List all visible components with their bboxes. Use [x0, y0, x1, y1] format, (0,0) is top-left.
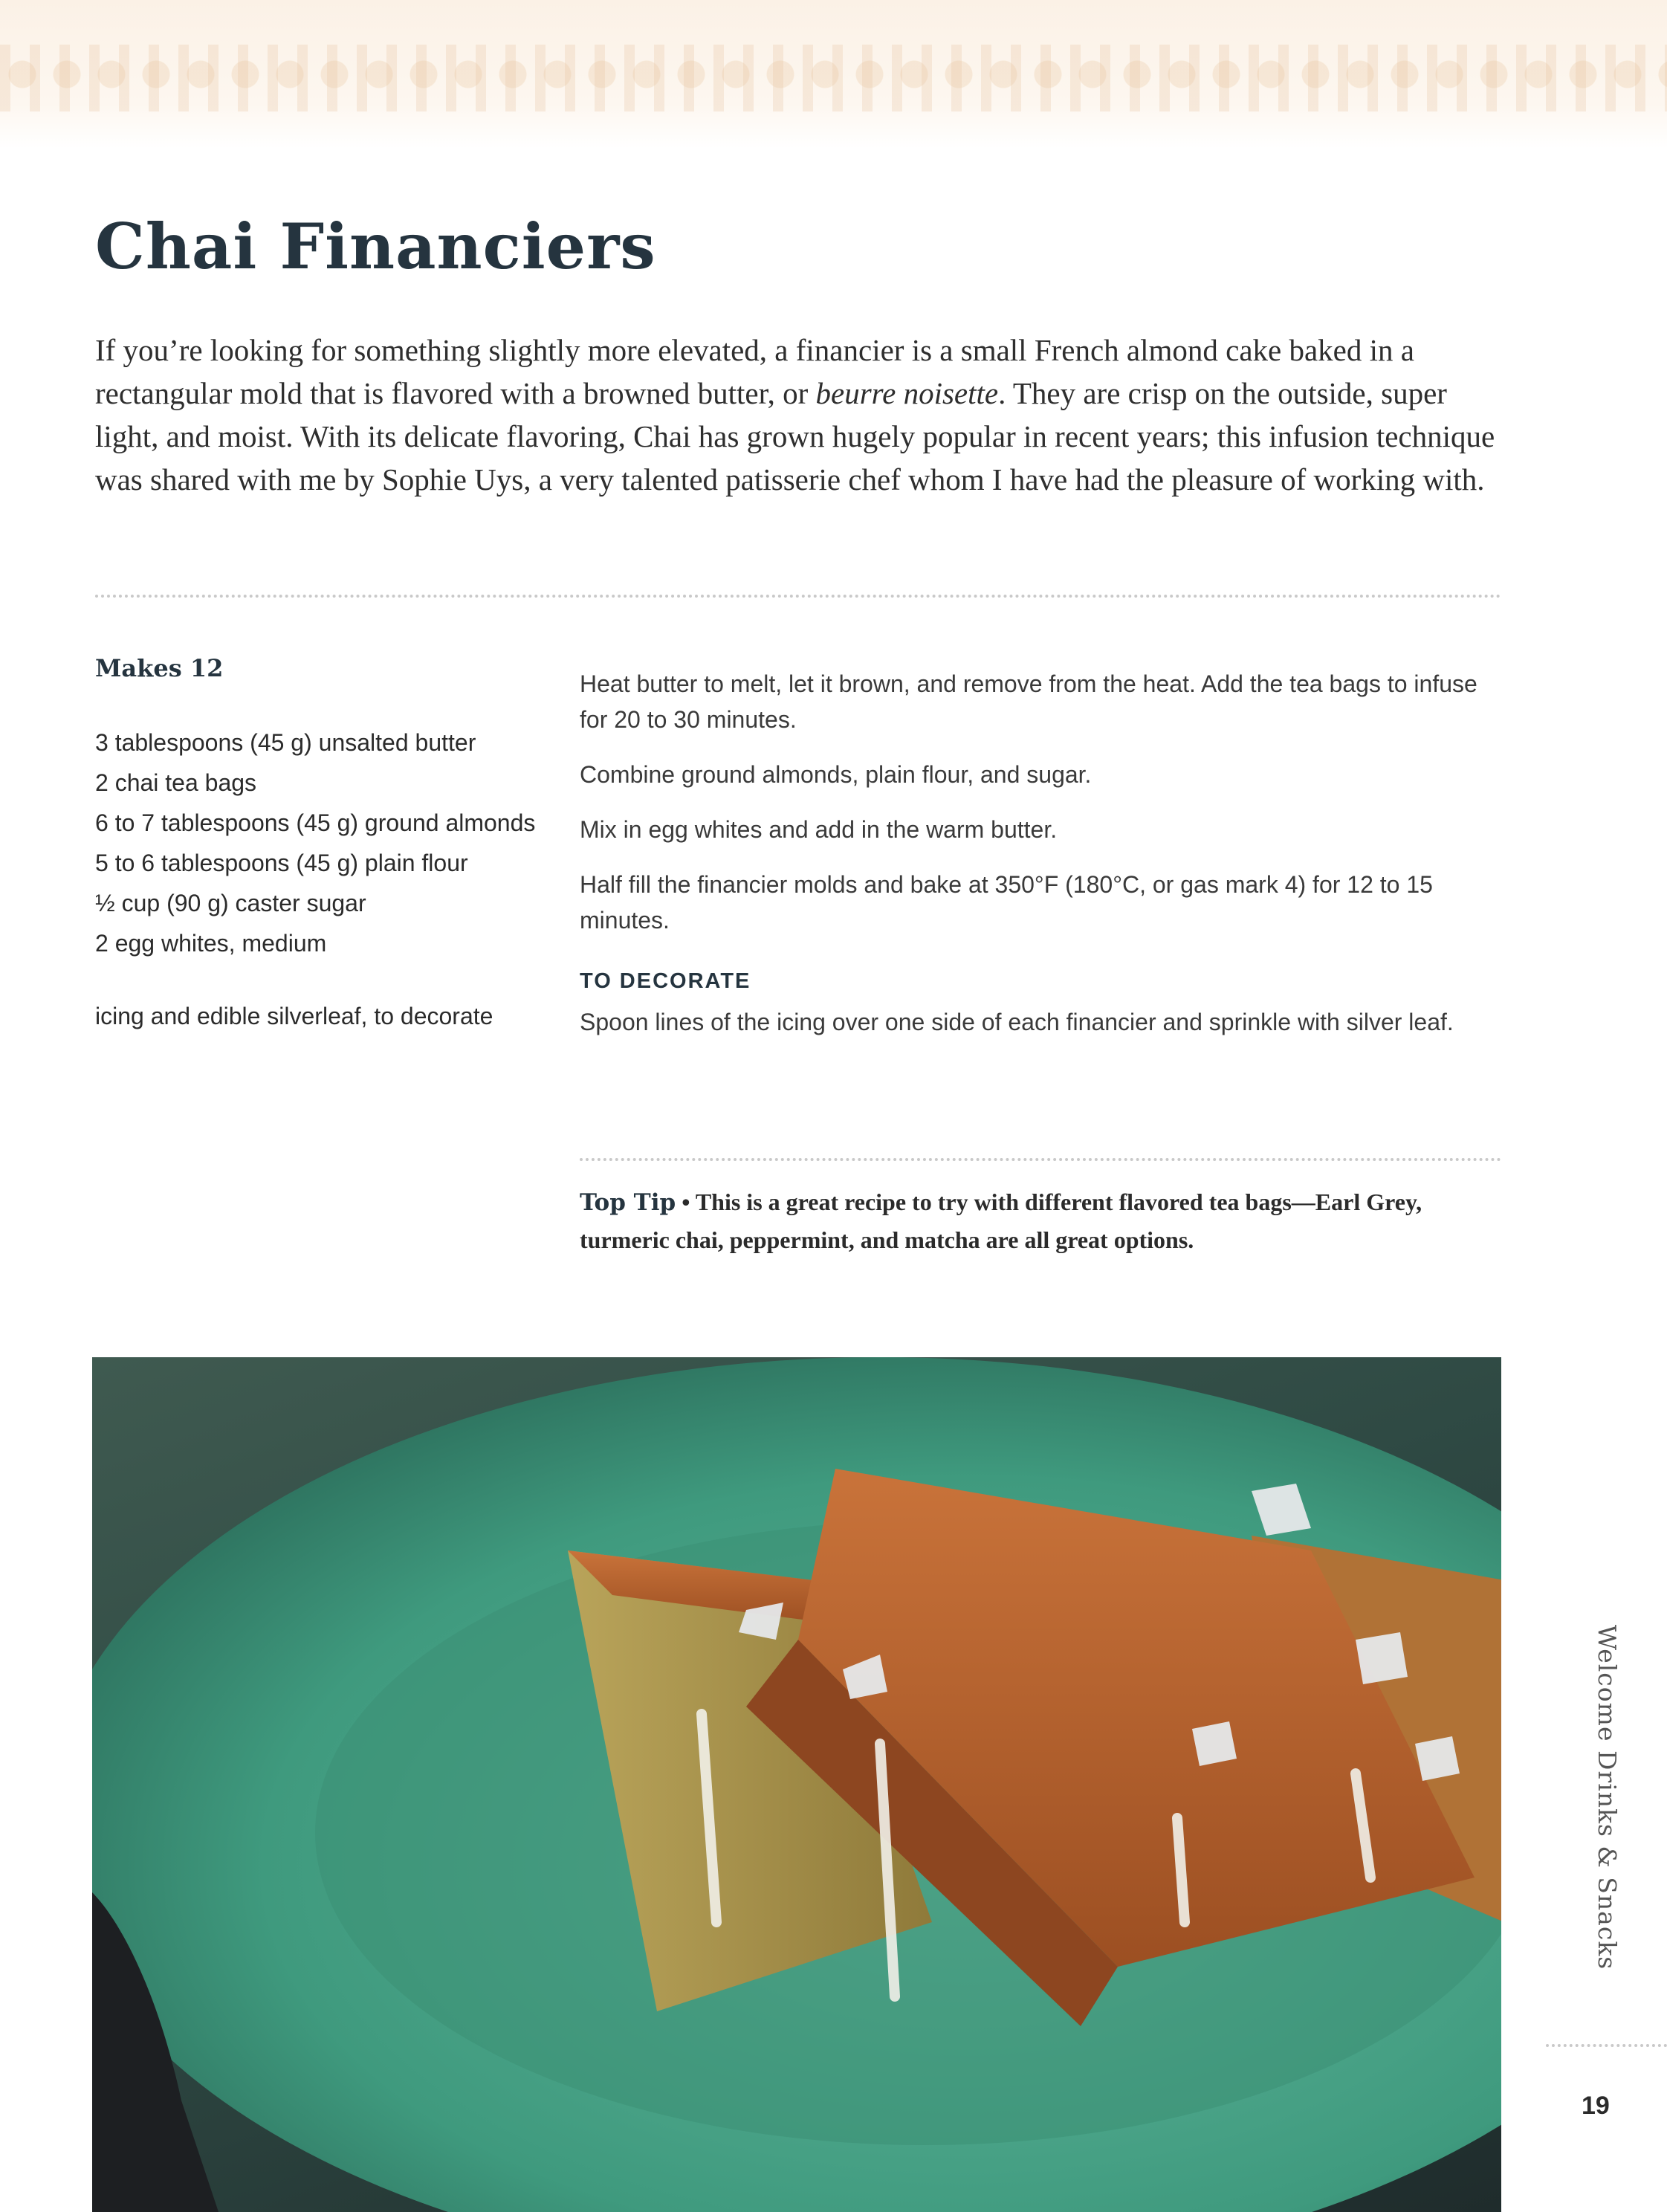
section-label: Welcome Drinks & Snacks: [1593, 1625, 1622, 1970]
ingredient-item: 2 egg whites, medium: [95, 930, 327, 957]
top-tip-text: This is a great recipe to try with different flavored tea bags—Earl Grey, turmeric chai, peppermint, and matcha are all great options.: [580, 1189, 1422, 1253]
intro-text-1: If you’re looking for something slightly more elevated, a financier is a small French almond cake baked in a rectangular mold that is flavored with a browned butter, or: [95, 333, 1414, 410]
divider-side: [1546, 2044, 1667, 2047]
ingredients-list: [95, 727, 556, 1041]
method-column: [580, 666, 1501, 1059]
ingredient-item: 5 to 6 tablespoons (45 g) plain flour: [95, 850, 468, 876]
method-step: Combine ground almonds, plain flour, and sugar.: [580, 761, 1092, 788]
ingredient-item: 3 tablespoons (45 g) unsalted butter: [95, 729, 476, 756]
ingredient-item: 6 to 7 tablespoons (45 g) ground almonds: [95, 809, 536, 836]
decorate-step: Spoon lines of the icing over one side of each financier and sprinkle with silver leaf.: [580, 1009, 1454, 1035]
recipe-title: Chai Financiers: [95, 210, 656, 283]
top-tip-bullet: •: [682, 1189, 690, 1215]
decorate-heading: TO DECORATE: [580, 969, 751, 993]
divider-tip: [580, 1158, 1501, 1161]
recipe-intro: [95, 329, 1507, 501]
decorate-ingredient-item: icing and edible silverleaf, to decorate: [95, 1003, 493, 1029]
method-step: Mix in egg whites and add in the warm butter.: [580, 816, 1058, 843]
ingredient-item: ½ cup (90 g) caster sugar: [95, 890, 366, 916]
intro-text-2: . They are crisp on the outside, super light, and moist. With its delicate flavoring, Chai has grown hugely popular in recent years; this infusion technique was shared with me by Sophie Uys, a very talented patisserie chef whom I have had the pleasure of working with.: [95, 376, 1495, 497]
method-step: Half fill the financier molds and bake at 350°F (180°C, or gas mark 4) for 12 to 15 minutes.: [580, 871, 1433, 934]
header-ornament-band: [0, 0, 1667, 149]
yield-label: Makes 12: [95, 654, 224, 682]
method-step: Heat butter to melt, let it brown, and remove from the heat. Add the tea bags to infuse for 20 to 30 minutes.: [580, 670, 1477, 733]
financiers-photo-illustration: [92, 1357, 1501, 2212]
top-tip-label: Top Tip: [580, 1189, 676, 1216]
top-tip: [580, 1183, 1509, 1258]
divider-top: [95, 595, 1501, 598]
intro-italic-term: beurre noisette: [815, 376, 999, 410]
page-number: 19: [1582, 2092, 1610, 2120]
financiers-photo: [92, 1357, 1501, 2212]
ingredient-item: 2 chai tea bags: [95, 769, 257, 796]
